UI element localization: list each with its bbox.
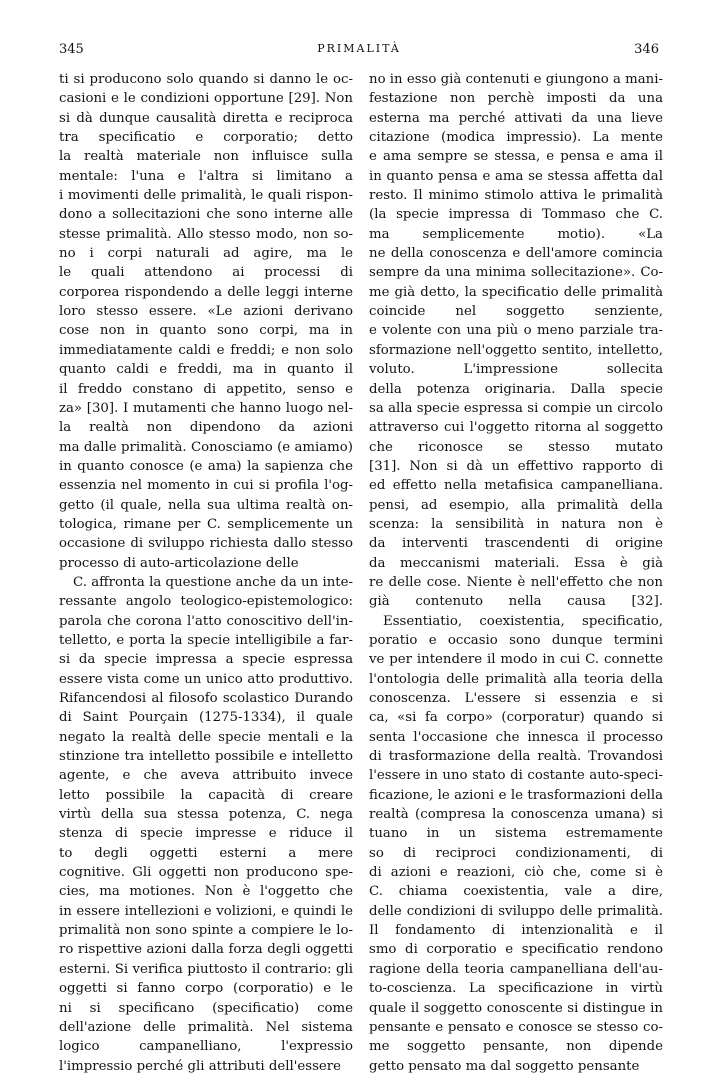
text-line: di Saint Pourçain (1275-1334), il quale [59,710,353,726]
text-line: sempre da una minima sollecitazione». Co- [369,265,663,281]
text-line: telletto, e porta la specie intelligibile a far- [59,632,353,648]
text-line: C. chiama coexistentia, vale a dire, [369,884,663,900]
text-line: ressante angolo teologico-epistemologico: [59,594,353,610]
text-line: che riconosce se stesso mutato [369,439,663,455]
text-line: scenza: la sensibilità in natura non è [369,516,663,532]
text-line: tuano in un sistema estremamente [369,826,663,842]
text-line: coincide nel soggetto senziente, [369,304,663,320]
text-line: senta l'occasione che innesca il processo [369,729,663,745]
text-line: occasione di sviluppo richiesta dallo stesso [59,536,353,552]
text-line: C. affronta la questione anche da un inte- [73,574,353,590]
text-line: quale il soggetto conoscente si distingue in [369,1000,663,1016]
text-line: le quali attendono ai processi di [59,265,353,281]
text-line: virtù della sua stessa potenza, C. nega [59,807,353,823]
text-line: agente, e che aveva attribuito invece [59,768,353,784]
text-line: logico campanelliano, l'expressio [59,1039,353,1055]
text-line: ro rispettive azioni dalla forza degli oggetti [59,942,353,958]
text-line: Rifancendosi al filosofo scolastico Durando [59,691,353,706]
text-line: in essere intellezioni e volizioni, e quindi le [59,903,353,919]
text-line: loro stesso essere. «Le azioni derivano [59,304,353,320]
text-line: della potenza originaria. Dalla specie [369,381,663,397]
text-line: conoscenza. L'essere si essenzia e si [369,691,663,706]
text-line: so di reciproci condizionamenti, di [369,845,663,861]
text-line: cies, ma motiones. Non è l'oggetto che [59,884,353,900]
text-line: immediatamente caldi e freddi; e non solo [59,342,353,358]
text-line: la realtà materiale non influisce sulla [59,149,353,165]
text-line: in quanto conosce (e ama) la sapienza che [59,458,353,474]
text-line: resto. Il minimo stimolo attiva le primalità [369,188,663,204]
text-line: da meccanismi materiali. Essa è già [369,555,663,571]
text-line: i movimenti delle primalità, le quali rispon- [59,188,353,204]
text-line: voluto. L'impressione sollecita [369,362,663,378]
text-line: ca, «si fa corpo» (corporatur) quando si [369,710,663,726]
text-line: to-coscienza. La specificazione in virtù [369,981,663,997]
text-line: stenza di specie impresse e riduce il [59,826,353,842]
text-line: smo di corporatio e specificatio rendono [369,942,663,958]
text-line: (la specie impressa di Tommaso che C. [369,207,663,223]
running-header [59,42,659,64]
text-line: letto possibile la capacità di creare [59,787,353,803]
text-line: delle condizioni di sviluppo delle primalità. [369,903,663,919]
left-text-column [59,70,353,1076]
running-title: PRIMALITÀ [317,42,401,55]
text-line: attraverso cui l'oggetto ritorna al soggetto [369,420,663,436]
text-line: ed effetto nella metafisica campanelliana. [369,478,663,494]
text-line: pensi, ad esempio, alla primalità della [369,497,663,513]
text-line: re delle cose. Niente è nell'effetto che non [369,574,663,590]
text-line: ve per intendere il modo in cui C. connette [369,652,663,668]
text-line: già contenuto nella causa [32]. [369,594,663,610]
text-line: tologica, rimane per C. semplicemente un [59,516,353,532]
text-line: in quanto pensa e ama se stessa affetta dal [369,168,663,184]
text-line: mentale: l'una e l'altra si limitano a [59,168,353,184]
text-line: essere vista come un unico atto produttivo. [59,671,353,687]
text-line: realtà (compresa la conoscenza umana) si [369,807,663,823]
text-line: ni si specificano (specificatio) come [59,1000,353,1016]
right-text-column [369,70,663,1076]
text-line: parola che corona l'atto conoscitivo dell'in- [59,613,353,629]
text-line: negato la realtà delle specie mentali e la [59,729,353,745]
text-line: poratio e occasio sono dunque termini [369,632,663,648]
text-line: da interventi trascendenti di origine [369,536,663,552]
text-line: essenzia nel momento in cui si profila l'og- [59,478,353,494]
text-line: stinzione tra intelletto possibile e intelletto [59,749,353,765]
text-line: dono a sollecitazioni che sono interne alle [59,207,353,223]
text-line: stesse primalità. Allo stesso modo, non so- [59,226,353,242]
text-line: me soggetto pensante, non dipende [369,1039,663,1055]
text-line: pensante e pensato e conosce se stesso co- [369,1019,663,1035]
text-line: festazione non perchè imposti da una [369,91,663,107]
text-line: getto pensato ma dal soggetto pensante [369,1058,640,1074]
text-line: l'ontologia delle primalità alla teoria della [369,671,663,687]
text-line: ma dalle primalità. Conosciamo (e amiamo) [59,439,353,455]
text-line: processo di auto-articolazione delle [59,555,299,571]
text-line: ti si producono solo quando si danno le oc- [59,72,353,87]
text-line: di trasformazione della realtà. Trovandosi [369,749,663,765]
text-line: to degli oggetti esterni a mere [59,845,353,861]
text-line: tra specificatio e corporatio; detto [59,130,353,146]
text-line: sa alla specie espressa si compie un circolo [369,400,663,416]
text-line: corporea rispondendo a delle leggi interne [59,284,353,300]
text-line: [31]. Non si dà un effettivo rapporto di [369,458,663,474]
text-line: za» [30]. I mutamenti che hanno luogo nel- [59,400,353,416]
text-line: primalità non sono spinte a compiere le lo- [59,923,353,939]
page-number-right: 346 [634,42,659,57]
text-line: la realtà non dipendono da azioni [59,420,353,436]
text-line: cose non in quanto sono corpi, ma in [59,323,353,339]
text-line: di azioni e reazioni, ciò che, come si è [369,865,663,881]
text-line: casioni e le condizioni opportune [29]. Non [59,91,353,107]
text-line: e ama sempre se stessa, e pensa e ama il [369,149,663,165]
text-line: me già detto, la specificatio delle primalità [369,284,663,300]
text-line: no i corpi naturali ad agire, ma le [59,246,353,262]
text-line: quanto caldi e freddi, ma in quanto il [59,362,353,378]
text-line: esterna ma perché attivati da una lieve [369,110,663,126]
text-line: dell'azione delle primalità. Nel sistema [59,1019,353,1035]
text-line: ficazione, le azioni e le trasformazioni della [369,787,663,803]
text-line: citazione (modica impressio). La mente [369,130,663,146]
page-number-left: 345 [59,42,84,57]
text-line: l'essere in uno stato di costante auto-speci- [369,768,663,784]
text-line: l'impressio perché gli attributi dell'essere [59,1058,342,1074]
text-line: cognitive. Gli oggetti non producono spe- [59,865,353,881]
text-line: oggetti si fanno corpo (corporatio) e le [59,981,353,997]
text-line: si dà dunque causalità diretta e reciproca [59,110,353,126]
text-line: il freddo constano di appetito, senso e [59,381,353,397]
text-line: e volente con una più o meno parziale tra- [369,323,663,339]
text-line: sformazione nell'oggetto sentito, intelletto, [369,342,663,358]
text-line: esterni. Si verifica piuttosto il contrario: gli [59,961,353,977]
text-line: Il fondamento di intenzionalità e il [369,923,663,939]
text-line: ragione della teoria campanelliana dell'au- [369,961,663,977]
text-line: getto (il quale, nella sua ultima realtà on- [59,497,353,513]
text-line: ma semplicemente motio). «La [369,226,663,242]
text-line: no in esso già contenuti e giungono a mani- [369,72,663,87]
text-line: Essentiatio, coexistentia, specificatio, [383,613,663,629]
text-line: ne della conoscenza e dell'amore comincia [369,246,663,262]
text-line: si da specie impressa a specie espressa [59,652,353,668]
